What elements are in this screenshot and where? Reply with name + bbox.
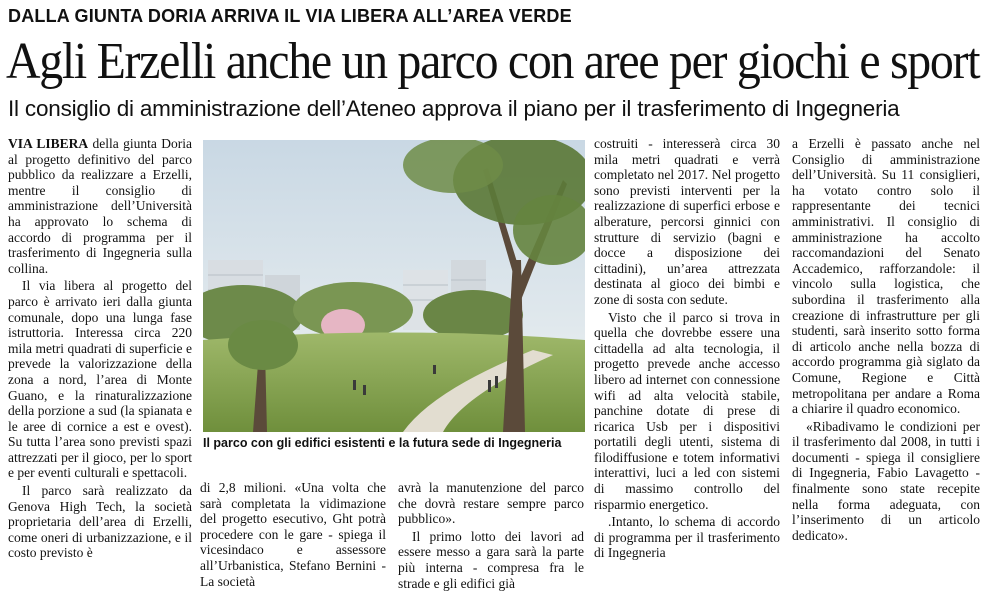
paragraph: di 2,8 milioni. «Una volta che sarà completata la vidimazione del progetto esecutivo, Ght potrà procedere con le gare - spiega il vicesindaco e assessore all’Urbanistica, Stefano Bernini - La società	[200, 480, 386, 589]
paragraph-text: della giunta Doria al progetto definitivo del parco pubblico da realizzare a Erzelli, mentre il consiglio di amministrazione dell’Università ha approvato lo schema di accordo di programma per il trasferimento di Ingegneria sulla collina.	[8, 136, 192, 276]
paragraph: Visto che il parco si trova in quella che dovrebbe essere una cittadella ad alta tecnologia, il progetto prevede anche accesso libero ad internet con connessione wifi ad alta velocità stabile, panchine dotate di prese di ricarica Usb per i dispositivi portatili degli utenti, sistema di filodiffusione e totem informativi interattivi, luci a led con sistemi di massimo controllo del risparmio energetico.	[594, 309, 780, 512]
paragraph: Il parco sarà realizzato da Genova High Tech, la società proprietaria dell’area di Erzelli, come oneri di urbanizzazione, e il costo previsto è	[8, 483, 192, 561]
article-column-3	[398, 480, 584, 591]
paragraph: .Intanto, lo schema di accordo di programma per il trasferimento di Ingegneria	[594, 514, 780, 561]
article-column-2	[200, 480, 386, 589]
paragraph: «Ribadivamo le condizioni per il trasferimento dal 2008, in tutti i documenti - spiega il consigliere di Ingegneria, Fabio Lavagetto - finalmente sono state recepite nella forma adeguata, con l’inserimento di un articolo dedicato».	[792, 418, 980, 543]
paragraph	[8, 136, 192, 276]
headline: Agli Erzelli anche un parco con aree per giochi e sport	[6, 33, 980, 90]
paragraph: a Erzelli è passato anche nel Consiglio di amministrazione dell’Università. Su 11 consiglieri, ha votato contro solo il rappresentante dei tecnici amministrativi. Il consiglio di amministrazione ha accolto raccomandazioni del Senato Accademico, rafforzandole: il vincolo sulla logistica, che subordina il trasferimento alla creazione di infrastrutture per gli studenti, sarà inserito sotto forma di articolo anche nella bozza di accordo programma già siglato da Comune, Regione e Città metropolitana per andare a Roma a chiarire il quadro economico.	[792, 136, 980, 417]
paragraph: Il primo lotto dei lavori ad essere messo a gara sarà la parte più interna - compresa fra le strade e gli edifici già	[398, 528, 584, 591]
article-column-4	[594, 136, 780, 561]
paragraph: costruiti - interesserà circa 30 mila metri quadrati e verrà completato nel 2017. Nel progetto sono previsti interventi per la realizzazione di superfici erbose e alberature, percorsi ginnici con strutture di servizio (bagni e docce a disposizione dei cittadini), un’area attrezzata destinata al gioco dei bimbi e zone di sosta con sedute.	[594, 136, 780, 307]
kicker: DALLA GIUNTA DORIA ARRIVA IL VIA LIBERA ALL’AREA VERDE	[8, 6, 572, 26]
article-column-1	[8, 136, 192, 561]
paragraph: Il via libera al progetto del parco è arrivato ieri dalla giunta comunale, dopo una lunga fase istruttoria. Interessa circa 220 mila metri quadrati di superficie e prevede la valorizzazione della zona a nord, l’area di Monte Guano, e la rinaturalizzazione della porzione a sud (la spianata e le aree di cornice a est e ovest). Su tutta l’area sono previsti spazi attrezzati per il gioco, per lo sport e per eventi culturali e spettacoli.	[8, 278, 192, 481]
paragraph: avrà la manutenzione del parco che dovrà restare sempre parco pubblico».	[398, 480, 584, 527]
subheadline: Il consiglio di amministrazione dell’Ateneo approva il piano per il trasferimento di Ingegneria	[8, 96, 900, 121]
park-rendering-photo	[203, 140, 585, 432]
article-column-5	[792, 136, 980, 543]
park-illustration	[203, 140, 585, 432]
lead-in: VIA LIBERA	[8, 136, 89, 151]
photo-caption: Il parco con gli edifici esistenti e la futura sede di Ingegneria	[203, 436, 562, 450]
